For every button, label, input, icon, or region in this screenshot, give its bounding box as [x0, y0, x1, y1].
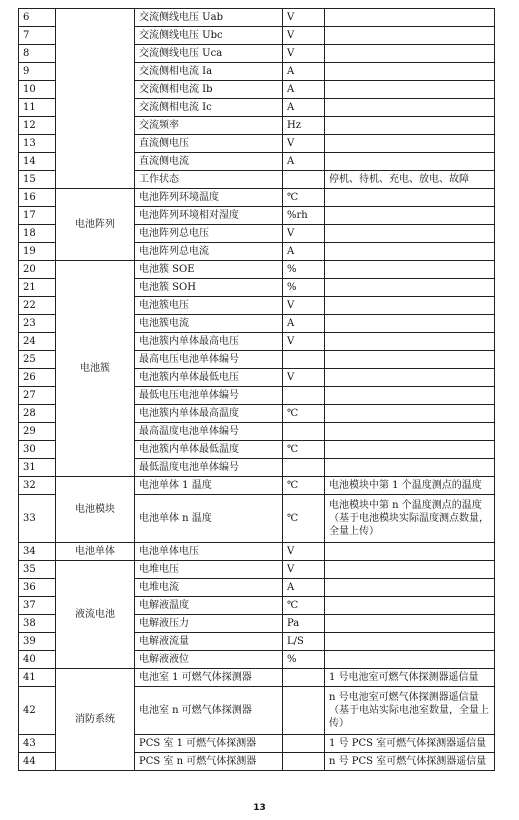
note [325, 27, 495, 45]
unit: ℃ [283, 405, 325, 423]
unit: A [283, 81, 325, 99]
item-name: 电池簇电流 [135, 315, 283, 333]
row-number: 29 [19, 423, 56, 441]
item-name: 最低温度电池单体编号 [135, 459, 283, 477]
note [325, 579, 495, 597]
item-name: 电池簇电压 [135, 297, 283, 315]
note [325, 561, 495, 579]
category-cell: 液流电池 [56, 561, 135, 669]
unit [283, 687, 325, 735]
note [325, 279, 495, 297]
row-number: 41 [19, 669, 56, 687]
item-name: 电解液压力 [135, 615, 283, 633]
category-cell: 消防系统 [56, 669, 135, 771]
item-name: 直流侧电压 [135, 135, 283, 153]
row-number: 40 [19, 651, 56, 669]
item-name: PCS 室 n 可燃气体探测器 [135, 753, 283, 771]
row-number: 25 [19, 351, 56, 369]
row-number: 33 [19, 495, 56, 543]
note [325, 99, 495, 117]
unit: V [283, 543, 325, 561]
note [325, 423, 495, 441]
unit [283, 171, 325, 189]
row-number: 12 [19, 117, 56, 135]
note [325, 543, 495, 561]
unit: A [283, 63, 325, 81]
note [325, 207, 495, 225]
row-number: 37 [19, 597, 56, 615]
note [325, 189, 495, 207]
row-number: 36 [19, 579, 56, 597]
row-number: 38 [19, 615, 56, 633]
row-number: 8 [19, 45, 56, 63]
note [325, 243, 495, 261]
unit: % [283, 651, 325, 669]
note [325, 297, 495, 315]
item-name: 交流侧线电压 Ubc [135, 27, 283, 45]
note [325, 633, 495, 651]
item-name: 交流侧相电流 Ib [135, 81, 283, 99]
table-row [19, 261, 495, 279]
item-name: 电池簇 SOE [135, 261, 283, 279]
unit: V [283, 561, 325, 579]
unit [283, 459, 325, 477]
table-row [19, 189, 495, 207]
row-number: 23 [19, 315, 56, 333]
unit: V [283, 369, 325, 387]
row-number: 15 [19, 171, 56, 189]
item-name: 电池阵列总电压 [135, 225, 283, 243]
note: 1 号 PCS 室可燃气体探测器遥信量 [325, 735, 495, 753]
unit: ℃ [283, 441, 325, 459]
table-row [19, 9, 495, 27]
table-row [19, 561, 495, 579]
note [325, 369, 495, 387]
table-row [19, 669, 495, 687]
note [325, 117, 495, 135]
item-name: 电堆电压 [135, 561, 283, 579]
item-name: 交流侧线电压 Uab [135, 9, 283, 27]
note [325, 315, 495, 333]
note [325, 333, 495, 351]
note [325, 261, 495, 279]
item-name: 电池单体电压 [135, 543, 283, 561]
note [325, 135, 495, 153]
item-name: 电池簇内单体最低温度 [135, 441, 283, 459]
unit: V [283, 27, 325, 45]
item-name: 电解液温度 [135, 597, 283, 615]
item-name: 交流频率 [135, 117, 283, 135]
unit: ℃ [283, 477, 325, 495]
unit [283, 735, 325, 753]
unit: A [283, 315, 325, 333]
item-name: 最高电压电池单体编号 [135, 351, 283, 369]
note: n 号 PCS 室可燃气体探测器遥信量 [325, 753, 495, 771]
row-number: 28 [19, 405, 56, 423]
row-number: 24 [19, 333, 56, 351]
note [325, 651, 495, 669]
unit [283, 669, 325, 687]
row-number: 10 [19, 81, 56, 99]
row-number: 32 [19, 477, 56, 495]
note [325, 153, 495, 171]
row-number: 30 [19, 441, 56, 459]
unit: Hz [283, 117, 325, 135]
item-name: 工作状态 [135, 171, 283, 189]
row-number: 35 [19, 561, 56, 579]
note [325, 459, 495, 477]
unit: ℃ [283, 189, 325, 207]
row-number: 44 [19, 753, 56, 771]
note: 停机、待机、充电、放电、故障 [325, 171, 495, 189]
category-cell: 电池模块 [56, 477, 135, 543]
unit: V [283, 333, 325, 351]
unit [283, 351, 325, 369]
row-number: 27 [19, 387, 56, 405]
note [325, 405, 495, 423]
item-name: PCS 室 1 可燃气体探测器 [135, 735, 283, 753]
row-number: 13 [19, 135, 56, 153]
unit: V [283, 135, 325, 153]
row-number: 9 [19, 63, 56, 81]
row-number: 43 [19, 735, 56, 753]
item-name: 电池阵列环境温度 [135, 189, 283, 207]
note [325, 225, 495, 243]
item-name: 电堆电流 [135, 579, 283, 597]
row-number: 34 [19, 543, 56, 561]
item-name: 电解液液位 [135, 651, 283, 669]
note: 1 号电池室可燃气体探测器遥信量 [325, 669, 495, 687]
unit: A [283, 243, 325, 261]
category-cell: 电池阵列 [56, 189, 135, 261]
unit: ℃ [283, 495, 325, 543]
category-cell [56, 9, 135, 189]
item-name: 最高温度电池单体编号 [135, 423, 283, 441]
note [325, 387, 495, 405]
item-name: 电解液流量 [135, 633, 283, 651]
item-name: 电池簇内单体最高电压 [135, 333, 283, 351]
note [325, 81, 495, 99]
item-name: 交流侧相电流 Ia [135, 63, 283, 81]
note [325, 63, 495, 81]
table-row [19, 543, 495, 561]
unit: A [283, 153, 325, 171]
row-number: 31 [19, 459, 56, 477]
note: 电池模块中第 1 个温度测点的温度 [325, 477, 495, 495]
row-number: 7 [19, 27, 56, 45]
item-name: 电池室 n 可燃气体探测器 [135, 687, 283, 735]
row-number: 20 [19, 261, 56, 279]
unit [283, 753, 325, 771]
category-cell: 电池单体 [56, 543, 135, 561]
unit: A [283, 579, 325, 597]
item-name: 电池簇内单体最高温度 [135, 405, 283, 423]
row-number: 18 [19, 225, 56, 243]
unit: V [283, 225, 325, 243]
row-number: 6 [19, 9, 56, 27]
note [325, 615, 495, 633]
item-name: 最低电压电池单体编号 [135, 387, 283, 405]
note: 电池模块中第 n 个温度测点的温度（基于电池模块实际温度测点数量，全量上传） [325, 495, 495, 543]
row-number: 42 [19, 687, 56, 735]
row-number: 17 [19, 207, 56, 225]
item-name: 交流侧线电压 Uca [135, 45, 283, 63]
unit: Pa [283, 615, 325, 633]
note [325, 351, 495, 369]
unit: L/S [283, 633, 325, 651]
row-number: 26 [19, 369, 56, 387]
unit: V [283, 9, 325, 27]
unit: V [283, 297, 325, 315]
unit: A [283, 99, 325, 117]
unit: % [283, 279, 325, 297]
row-number: 11 [19, 99, 56, 117]
row-number: 22 [19, 297, 56, 315]
note [325, 597, 495, 615]
note: n 号电池室可燃气体探测器遥信量（基于电站实际电池室数量，全量上传） [325, 687, 495, 735]
item-name: 电池阵列总电流 [135, 243, 283, 261]
item-name: 电池簇 SOH [135, 279, 283, 297]
unit: ℃ [283, 597, 325, 615]
row-number: 14 [19, 153, 56, 171]
item-name: 电池单体 1 温度 [135, 477, 283, 495]
unit: V [283, 45, 325, 63]
unit [283, 423, 325, 441]
item-name: 直流侧电流 [135, 153, 283, 171]
row-number: 39 [19, 633, 56, 651]
item-name: 电池单体 n 温度 [135, 495, 283, 543]
unit: % [283, 261, 325, 279]
page-number: 13 [253, 803, 266, 813]
table-row [19, 477, 495, 495]
row-number: 16 [19, 189, 56, 207]
item-name: 电池阵列环境相对湿度 [135, 207, 283, 225]
item-name: 电池簇内单体最低电压 [135, 369, 283, 387]
item-name: 交流侧相电流 Ic [135, 99, 283, 117]
row-number: 21 [19, 279, 56, 297]
unit: %rh [283, 207, 325, 225]
row-number: 19 [19, 243, 56, 261]
note [325, 9, 495, 27]
item-name: 电池室 1 可燃气体探测器 [135, 669, 283, 687]
category-cell: 电池簇 [56, 261, 135, 477]
data-table [18, 8, 495, 771]
note [325, 45, 495, 63]
note [325, 441, 495, 459]
unit [283, 387, 325, 405]
